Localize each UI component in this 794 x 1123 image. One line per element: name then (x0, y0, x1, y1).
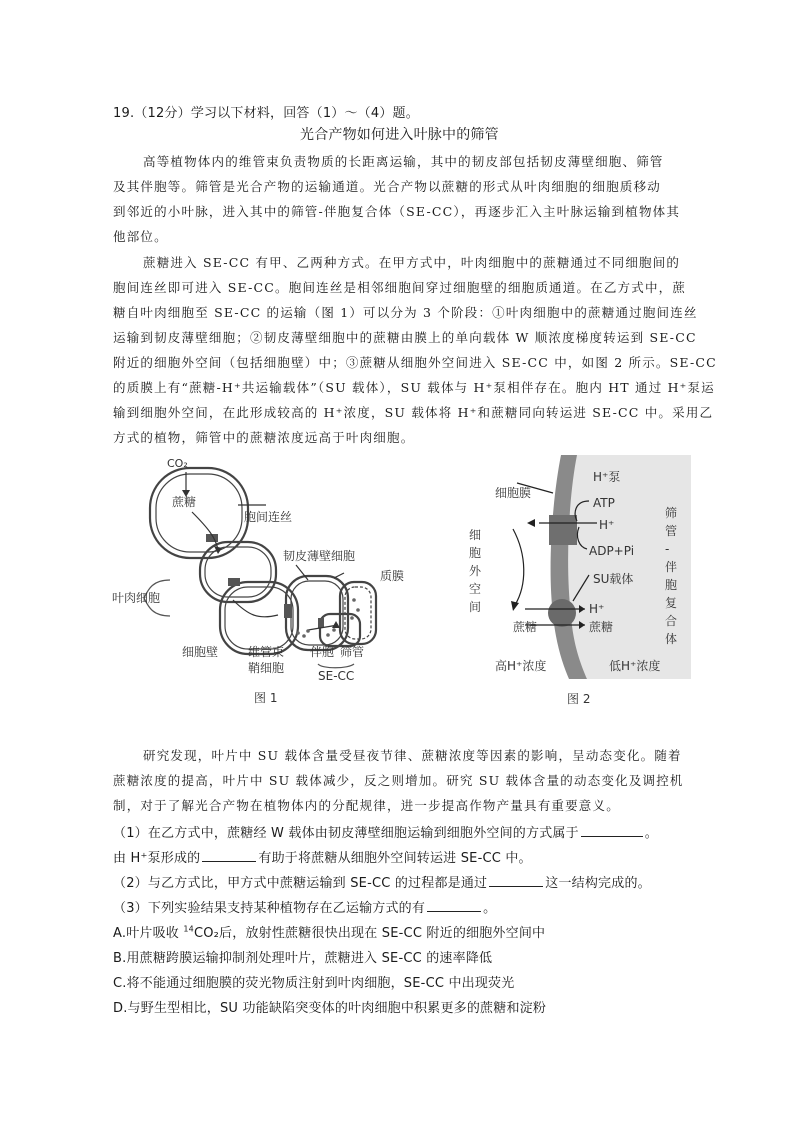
mesophyll-cell-2 (200, 542, 276, 602)
passage-title: 光合产物如何进入叶脉中的筛管 (300, 127, 499, 143)
passage-line: 糖自叶肉细胞至 SE-CC 的运输（图 1）可以分为 3 个阶段：①叶肉细胞中的蔗糖通过胞间连丝 (113, 305, 698, 320)
answer-blank[interactable] (202, 848, 256, 862)
fig1-label: 维管束 (248, 645, 285, 659)
fig2-label: 细胞膜 (495, 486, 532, 500)
passage-line: 高等植物体内的维管束负责物质的长距离运输，其中的韧皮部包括韧皮薄壁细胞、筛管 (143, 154, 664, 169)
fig1-label: 胞间连丝 (244, 510, 293, 524)
passage-line: 附近的细胞外空间（包括细胞壁）中；③蔗糖从细胞外空间进入 SE-CC 中，如图 2 所示。SE-CC (113, 355, 717, 370)
fig2-label: H⁺ (599, 518, 615, 532)
fig1-label: 筛管 (340, 645, 365, 659)
passage-line: 的质膜上有“蔗糖-H⁺共运输载体”（SU 载体），SU 载体与 H⁺泵相伴存在。胞内 HT 通过 H⁺泵运 (113, 380, 715, 395)
fig1-label: 鞘细胞 (248, 661, 285, 675)
question-2: （2）与乙方式比，甲方式中蔗糖运输到 SE-CC 的过程都是通过 这一结构完成的。 (113, 872, 651, 891)
fig1-label: 伴胞 (310, 645, 335, 659)
mesophyll-cell-1 (150, 468, 248, 558)
fig2-label: H⁺泵 (593, 470, 621, 484)
passage-line: 蔗糖进入 SE-CC 有甲、乙两种方式。在甲方式中，叶肉细胞中的蔗糖通过不同细胞间的 (143, 255, 681, 270)
fig2-label: SU载体 (593, 572, 634, 586)
passage-line: 胞间连丝即可进入 SE-CC。胞间连丝是相邻细胞间穿过细胞壁的细胞质通道。在乙方式中，蔗 (113, 280, 687, 295)
option-a: A.叶片吸收 $^{14}$CO₂后，放射性蔗糖很快出现在 SE-CC 附近的细胞外空间中 (113, 924, 546, 941)
fig1-label: CO₂ (167, 457, 188, 470)
question-3: （3）下列实验结果支持某种植物存在乙运输方式的有 。 (113, 897, 496, 916)
answer-blank[interactable] (489, 873, 543, 887)
passage-line: 及其伴胞等。筛管是光合产物的运输通道。光合产物以蔗糖的形式从叶肉细胞的细胞质移动 (113, 179, 662, 194)
fig2-label: 蔗糖 (513, 620, 538, 634)
fig2-label-vertical: 细胞外空间 (469, 528, 482, 614)
fig1-label: 质膜 (380, 569, 405, 583)
fig1-caption: 图 1 (254, 691, 278, 705)
fig2-label: 低H⁺浓度 (609, 659, 661, 673)
passage-line: 制，对于了解光合产物在植物体内的分配规律，进一步提高作物产量具有重要意义。 (113, 798, 620, 813)
passage-line: 运输到韧皮薄壁细胞；②韧皮薄壁细胞中的蔗糖由膜上的单向载体 W 顺浓度梯度转运到 SE-CC (113, 330, 697, 345)
passage-line: 方式的植物，筛管中的蔗糖浓度远高于叶肉细胞。 (113, 430, 415, 445)
option-c: C.将不能通过细胞膜的荧光物质注射到叶肉细胞，SE-CC 中出现荧光 (113, 976, 515, 991)
question-1b: 由 H⁺泵形成的 有助于将蔗糖从细胞外空间转运进 SE-CC 中。 (113, 847, 532, 866)
figure-2 (455, 455, 691, 710)
fig2-label: ATP (593, 496, 615, 510)
answer-blank[interactable] (581, 823, 643, 837)
su-carrier-shape (548, 599, 576, 627)
figure-1 (108, 450, 428, 710)
fig2-label: 高H⁺浓度 (495, 659, 547, 673)
passage-line: 输到细胞外空间，在此形成较高的 H⁺浓度，SU 载体将 H⁺和蔗糖同向转运进 SE-CC 中。采用乙 (113, 405, 714, 420)
passage-line: 研究发现，叶片中 SU 载体含量受昼夜节律、蔗糖浓度等因素的影响，呈动态变化。随着 (143, 748, 682, 763)
fig1-label: SE-CC (318, 669, 355, 683)
passage-line: 他部位。 (113, 229, 168, 244)
question-header: 19.（12分）学习以下材料，回答（1）～（4）题。 (113, 106, 419, 121)
fig2-label: 蔗糖 (589, 620, 614, 634)
fig2-caption: 图 2 (567, 692, 591, 706)
passage-line: 蔗糖浓度的提高，叶片中 SU 载体减少，反之则增加。研究 SU 载体含量的动态变化及调控机 (113, 773, 684, 788)
fig1-label: 蔗糖 (172, 495, 197, 509)
fig1-label: 细胞壁 (182, 645, 219, 659)
fig2-label: ADP+Pi (589, 544, 635, 558)
option-d: D.与野生型相比，SU 功能缺陷突变体的叶肉细胞中积累更多的蔗糖和淀粉 (113, 1001, 547, 1016)
fig1-label: 叶肉细胞 (112, 591, 161, 605)
fig1-label: 韧皮薄壁细胞 (283, 549, 356, 563)
fig2-label-vertical: 筛管-伴胞复合体 (665, 506, 678, 646)
fig2-label: H⁺ (589, 602, 605, 616)
answer-blank[interactable] (427, 898, 481, 912)
h-pump-shape (549, 515, 577, 545)
passage-line: 到邻近的小叶脉，进入其中的筛管-伴胞复合体（SE-CC），再逐步汇入主叶脉运输到植物体其 (113, 204, 681, 219)
question-1a: （1）在乙方式中，蔗糖经 W 载体由韧皮薄壁细胞运输到细胞外空间的方式属于 。 (113, 822, 658, 841)
option-b: B.用蔗糖跨膜运输抑制剂处理叶片，蔗糖进入 SE-CC 的速率降低 (113, 951, 493, 966)
